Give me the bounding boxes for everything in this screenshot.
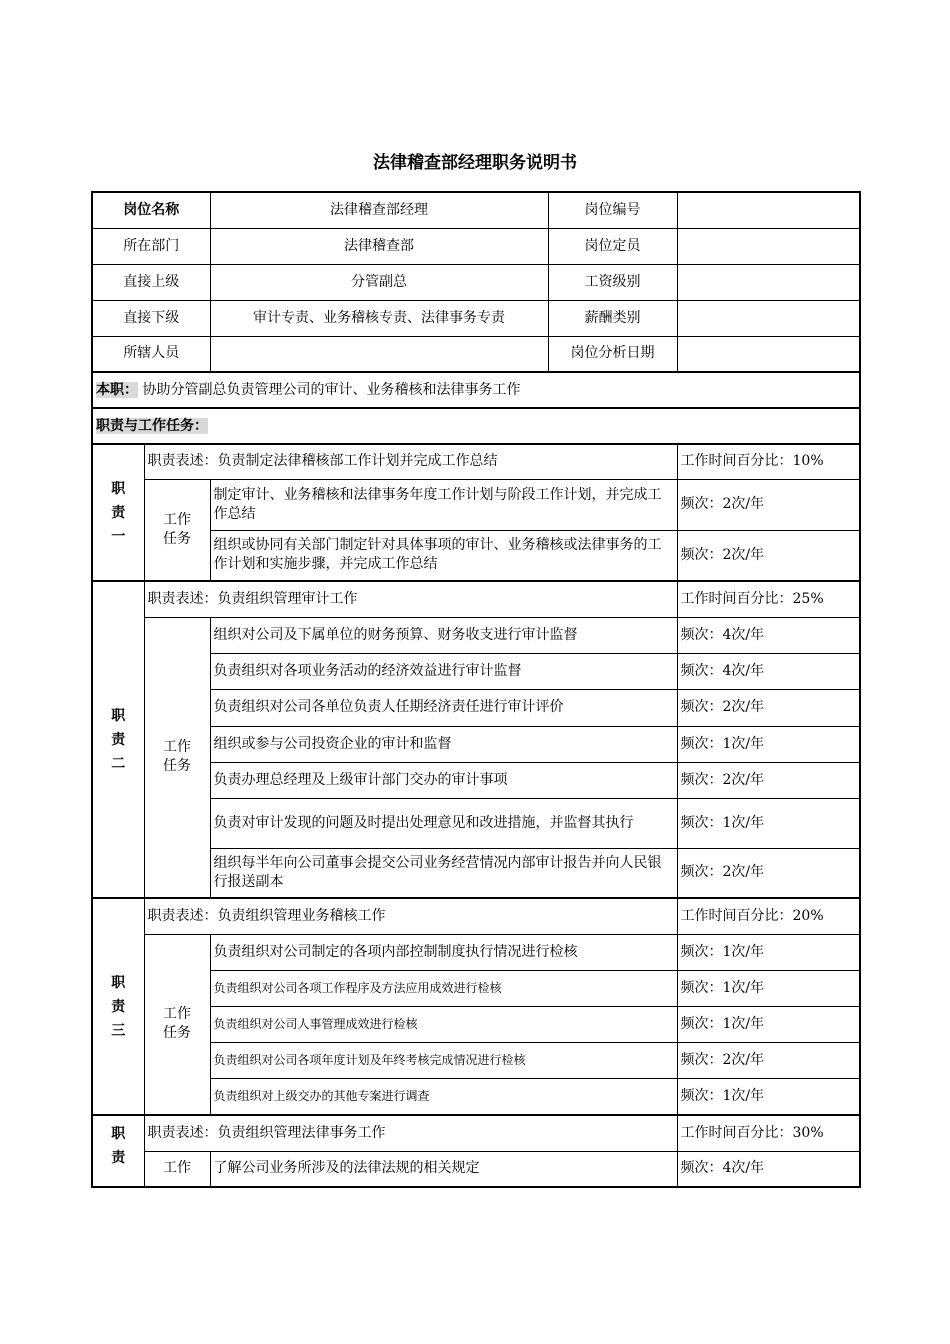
main-duty-cell — [92, 372, 860, 408]
duty-2-name-text: 职责二 — [111, 707, 126, 772]
duty-2-task-1-text: 组织对公司及下属单位的财务预算、财务收支进行审计监督 — [210, 617, 677, 653]
staff-label: 所辖人员 — [92, 336, 210, 372]
duty-3-task-5-freq: 频次：1次/年 — [677, 1078, 860, 1115]
duty-1-pct: 工作时间百分比：10% — [677, 444, 860, 479]
duty-3-task-1-text: 负责组织对公司制定的各项内部控制制度执行情况进行检核 — [210, 934, 677, 970]
duty-4-pct: 工作时间百分比：30% — [677, 1115, 860, 1151]
duty-2-task-4-text: 组织或参与公司投资企业的审计和监督 — [210, 726, 677, 762]
duty-3-task-5-text: 负责组织对上级交办的其他专案进行调查 — [210, 1078, 677, 1115]
page-title: 法律稽查部经理职务说明书 — [373, 153, 577, 173]
info-row-2 — [92, 228, 860, 264]
duty-1-desc-row — [92, 444, 860, 479]
duty-3-task-label — [144, 934, 210, 1115]
subordinate-value: 审计专责、业务稽核专责、法律事务专责 — [210, 300, 548, 336]
subordinate-label: 直接下级 — [92, 300, 210, 336]
duty-3-desc: 职责表述：负责组织管理业务稽核工作 — [144, 898, 677, 934]
grade-value — [677, 264, 860, 300]
duty-4-name-text: 职责 — [111, 1126, 126, 1166]
duty-3-task-1-freq: 频次：1次/年 — [677, 934, 860, 970]
duty-3-task-1-row — [92, 934, 860, 970]
post-no-value — [677, 192, 860, 228]
duty-1-name — [92, 444, 144, 581]
duty-3-task-3-text: 负责组织对公司人事管理成效进行检核 — [210, 1006, 677, 1042]
date-label: 岗位分析日期 — [548, 336, 677, 372]
duty-4-task-1-row — [92, 1151, 860, 1187]
info-row-3 — [92, 264, 860, 300]
main-duty-row — [92, 372, 860, 408]
quota-label: 岗位定员 — [548, 228, 677, 264]
duty-1-task-1-freq: 频次：2次/年 — [677, 479, 860, 530]
duty-1-task-label-text: 工作任务 — [163, 511, 191, 547]
duty-2-task-2-text: 负责组织对各项业务活动的经济效益进行审计监督 — [210, 653, 677, 689]
duty-1-task-2-freq: 频次：2次/年 — [677, 530, 860, 581]
duty-2-task-7-text: 组织每半年向公司董事会提交公司业务经营情况内部审计报告并向人民银行报送副本 — [210, 848, 677, 898]
duty-3-task-4-freq: 频次：2次/年 — [677, 1042, 860, 1078]
duty-2-task-4-freq: 频次：1次/年 — [677, 726, 860, 762]
quota-value — [677, 228, 860, 264]
duty-2-task-5-text: 负责办理总经理及上级审计部门交办的审计事项 — [210, 762, 677, 798]
tasks-header-cell — [92, 408, 860, 444]
dept-label: 所在部门 — [92, 228, 210, 264]
duty-4-task-1-freq: 频次：4次/年 — [677, 1151, 860, 1187]
info-row-1 — [92, 192, 860, 228]
duty-2-desc-row — [92, 581, 860, 617]
duty-3-name-text: 职责三 — [111, 974, 126, 1039]
duty-2-task-2-freq: 频次：4次/年 — [677, 653, 860, 689]
staff-value — [210, 336, 548, 372]
post-name-value: 法律稽查部经理 — [210, 192, 548, 228]
duty-2-task-6-freq: 频次：1次/年 — [677, 798, 860, 848]
duty-4-desc: 职责表述：负责组织管理法律事务工作 — [144, 1115, 677, 1151]
duty-3-task-label-text: 工作任务 — [163, 1006, 191, 1042]
duty-2-task-7-freq: 频次：2次/年 — [677, 848, 860, 898]
duty-3-task-3-freq: 频次：1次/年 — [677, 1006, 860, 1042]
duty-2-pct: 工作时间百分比：25% — [677, 581, 860, 617]
duty-4-task-1-text: 了解公司业务所涉及的法律法规的相关规定 — [210, 1151, 677, 1187]
pay-label: 薪酬类别 — [548, 300, 677, 336]
duty-1-task-label — [144, 479, 210, 581]
info-row-5 — [92, 336, 860, 372]
duty-1-name-text: 职责一 — [111, 480, 126, 545]
duty-1-task-1-row — [92, 479, 860, 530]
duty-3-task-2-freq: 频次：1次/年 — [677, 970, 860, 1006]
grade-label: 工资级别 — [548, 264, 677, 300]
duty-1-task-1-text: 制定审计、业务稽核和法律事务年度工作计划与阶段工作计划，并完成工作总结 — [210, 479, 677, 530]
duty-3-name — [92, 898, 144, 1115]
pay-value — [677, 300, 860, 336]
duty-4-task-label: 工作 — [144, 1151, 210, 1187]
info-row-4 — [92, 300, 860, 336]
main-duty-text: 协助分管副总负责管理公司的审计、业务稽核和法律事务工作 — [142, 381, 521, 398]
duty-2-task-5-freq: 频次：2次/年 — [677, 762, 860, 798]
post-name-label: 岗位名称 — [92, 192, 210, 228]
date-value — [677, 336, 860, 372]
superior-label: 直接上级 — [92, 264, 210, 300]
post-no-label: 岗位编号 — [548, 192, 677, 228]
main-duty-label: 本职： — [96, 381, 138, 398]
duty-3-task-2-text: 负责组织对公司各项工作程序及方法应用成效进行检核 — [210, 970, 677, 1006]
duty-4-name — [92, 1115, 144, 1187]
tasks-header-row — [92, 408, 860, 444]
duty-2-task-6-text: 负责对审计发现的问题及时提出处理意见和改进措施，并监督其执行 — [210, 798, 677, 848]
duty-2-task-label — [144, 617, 210, 898]
duty-1-task-2-text: 组织或协同有关部门制定针对具体事项的审计、业务稽核或法律事务的工作计划和实施步骤，并完成工作总结 — [210, 530, 677, 581]
duty-2-task-3-text: 负责组织对公司各单位负责人任期经济责任进行审计评价 — [210, 689, 677, 726]
duty-2-name — [92, 581, 144, 898]
dept-value: 法律稽查部 — [210, 228, 548, 264]
tasks-header-label: 职责与工作任务： — [96, 417, 208, 434]
job-description-table — [91, 191, 861, 1188]
duty-2-task-1-freq: 频次：4次/年 — [677, 617, 860, 653]
duty-1-desc: 职责表述：负责制定法律稽核部工作计划并完成工作总结 — [144, 444, 677, 479]
duty-2-desc: 职责表述：负责组织管理审计工作 — [144, 581, 677, 617]
duty-4-desc-row — [92, 1115, 860, 1151]
duty-2-task-label-text: 工作任务 — [163, 739, 191, 775]
duty-3-task-4-text: 负责组织对公司各项年度计划及年终考核完成情况进行检核 — [210, 1042, 677, 1078]
duty-2-task-3-freq: 频次：2次/年 — [677, 689, 860, 726]
duty-2-task-1-row — [92, 617, 860, 653]
duty-3-pct: 工作时间百分比：20% — [677, 898, 860, 934]
duty-3-desc-row — [92, 898, 860, 934]
superior-value: 分管副总 — [210, 264, 548, 300]
